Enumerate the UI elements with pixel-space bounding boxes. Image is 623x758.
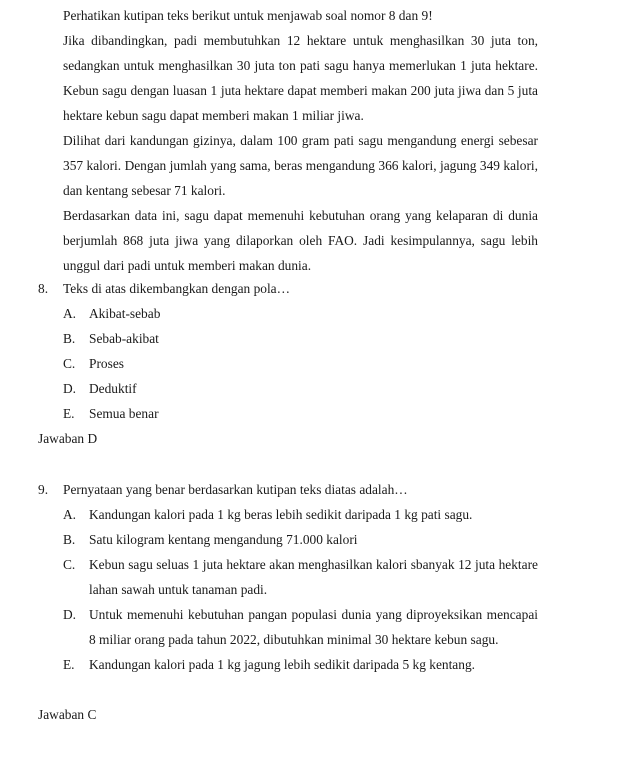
- option-letter: E.: [63, 657, 75, 672]
- question-9: [38, 477, 538, 677]
- answer-option: [63, 552, 538, 602]
- passage-paragraph: Jika dibandingkan, padi membutuhkan 12 hektare untuk menghasilkan 30 juta ton, sedangkan untuk menghasilkan 30 juta ton pati sagu hanya memerlukan 1 juta hektare. Kebun sagu dengan luasan 1 juta hektare dapat memberi makan 200 juta jiwa dan 5 juta hektare kebun sagu dapat memberi makan 1 miliar jiwa.: [63, 33, 538, 123]
- option-letter: A.: [63, 507, 77, 522]
- option-letter: C.: [63, 356, 76, 371]
- option-text: Akibat-sebab: [89, 306, 161, 321]
- option-text: Kebun sagu seluas 1 juta hektare akan menghasilkan kalori sbanyak 12 juta hektare lahan sawah untuk tanaman padi.: [89, 557, 538, 597]
- option-text: Deduktif: [89, 381, 137, 396]
- option-letter: D.: [63, 607, 77, 622]
- option-letter: E.: [63, 406, 75, 421]
- answer-key: Jawaban C: [38, 707, 97, 722]
- reading-passage: [63, 3, 538, 278]
- passage-paragraph: Dilihat dari kandungan gizinya, dalam 100 gram pati sagu mengandung energi sebesar 357 kalori. Dengan jumlah yang sama, beras mengandung 366 kalori, jagung 349 kalori, dan kentang sebesar 71 kalori.: [63, 133, 538, 198]
- answer-option: [63, 652, 538, 677]
- question-stem: Pernyataan yang benar berdasarkan kutipan teks diatas adalah…: [63, 482, 408, 497]
- option-text: Kandungan kalori pada 1 kg jagung lebih sedikit daripada 5 kg kentang.: [89, 657, 475, 672]
- option-letter: C.: [63, 557, 76, 572]
- answer-option: [63, 326, 538, 351]
- answer-option: [63, 602, 538, 652]
- option-text: Untuk memenuhi kebutuhan pangan populasi dunia yang diproyeksikan mencapai 8 miliar orang pada tahun 2022, dibutuhkan minimal 30 hektare kebun sagu.: [89, 607, 538, 647]
- answer-option: [63, 527, 538, 552]
- option-text: Semua benar: [89, 406, 159, 421]
- option-text: Proses: [89, 356, 124, 371]
- passage-paragraph: Berdasarkan data ini, sagu dapat memenuhi kebutuhan orang yang kelaparan di dunia berjumlah 868 juta jiwa yang dilaporkan oleh FAO. Jadi kesimpulannya, sagu lebih unggul dari padi untuk memberi makan dunia.: [63, 208, 538, 273]
- answer-options: [63, 502, 538, 677]
- answer-key: Jawaban D: [38, 431, 98, 446]
- option-letter: A.: [63, 306, 77, 321]
- question-number: 8.: [38, 281, 49, 296]
- answer-options: [63, 301, 538, 426]
- answer-option: [63, 502, 538, 527]
- question-stem: Teks di atas dikembangkan dengan pola…: [63, 281, 291, 296]
- option-text: Sebab-akibat: [89, 331, 159, 346]
- option-letter: D.: [63, 381, 77, 396]
- question-8: [38, 276, 538, 426]
- answer-option: [63, 301, 538, 326]
- answer-option: [63, 401, 538, 426]
- question-number: 9.: [38, 482, 49, 497]
- answer-option: [63, 351, 538, 376]
- option-text: Satu kilogram kentang mengandung 71.000 kalori: [89, 532, 358, 547]
- option-letter: B.: [63, 331, 76, 346]
- answer-option: [63, 376, 538, 401]
- option-text: Kandungan kalori pada 1 kg beras lebih sedikit daripada 1 kg pati sagu.: [89, 507, 473, 522]
- option-letter: B.: [63, 532, 76, 547]
- passage-instruction: Perhatikan kutipan teks berikut untuk menjawab soal nomor 8 dan 9!: [63, 8, 433, 23]
